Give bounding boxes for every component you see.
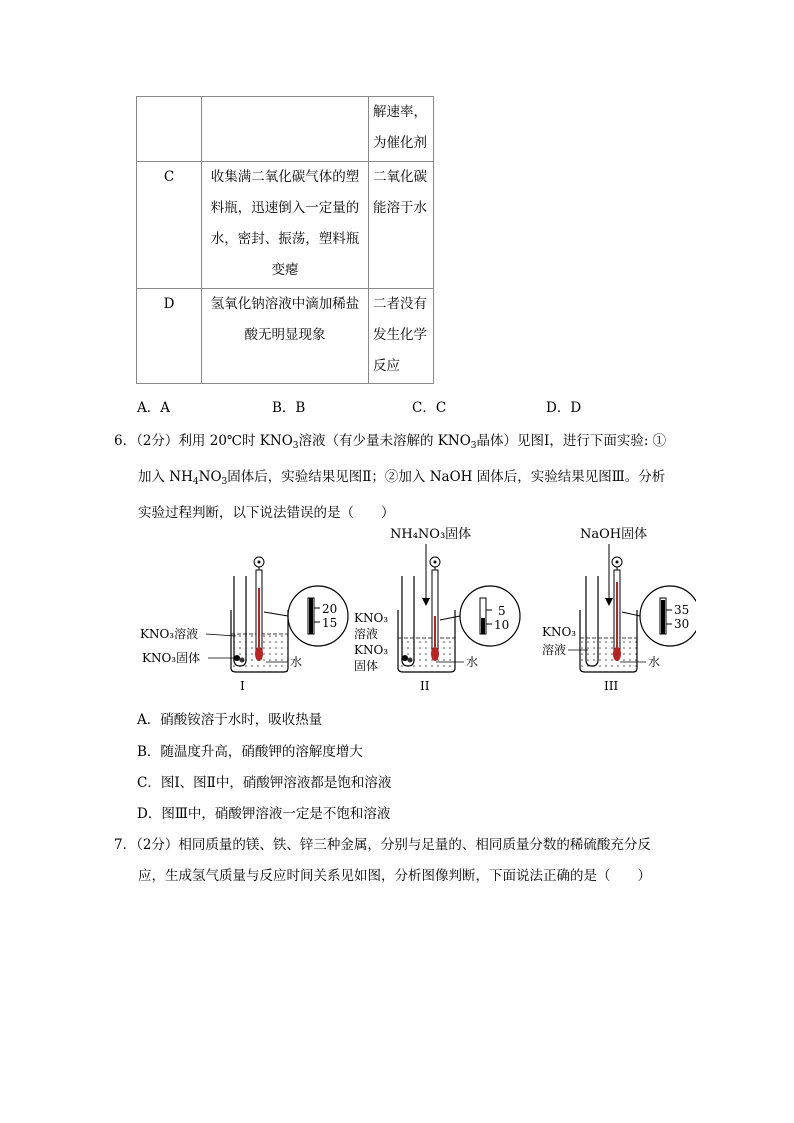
water-label: 水 [648, 655, 661, 669]
scale-bottom: 30 [674, 617, 690, 631]
q6-option-b: B．随温度升高，硝酸钾的溶解度增大 [137, 744, 363, 760]
figure-label: II [420, 679, 430, 693]
table-cell-conclusion: 解速率，为催化剂 [369, 97, 434, 162]
stem-text: 7．（2分）相同质量的镁、铁、锌三种金属，分别与足量的、相同质量分数的稀硫酸充分反 [114, 837, 651, 853]
solution-label: KNO₃溶液 [140, 627, 199, 641]
question-number: 6． [114, 433, 137, 449]
q6-option-c: C．图Ⅰ、图Ⅱ中，硝酸钾溶液都是饱和溶液 [137, 775, 392, 791]
added-label: NaOH固体 [580, 527, 648, 542]
option-c: C．C [412, 400, 447, 416]
figure-2 [354, 526, 520, 693]
solution-label: KNO₃ [542, 625, 577, 639]
stem-text: 应，生成氢气质量与反应时间关系见如图，分析图像判断，下面说法正确的是（ ） [138, 868, 651, 884]
experiment-figure [136, 520, 696, 700]
table-cell-operation [202, 97, 369, 162]
magnifier-circle [288, 586, 348, 646]
experiment-table [136, 96, 434, 384]
figure-3 [542, 526, 696, 693]
question-score: （2分） [136, 433, 179, 449]
q6-option-d: D．图Ⅲ中，硝酸钾溶液一定是不饱和溶液 [137, 806, 391, 822]
table-cell-option [137, 97, 202, 162]
figure-1 [140, 557, 348, 693]
subscript: 3 [221, 477, 228, 487]
option-d: D．D [546, 400, 582, 416]
stem-text: 利用 20℃时 KNO [178, 433, 293, 449]
option-b: B．B [272, 400, 306, 416]
option-a: A．A [137, 400, 170, 416]
solid-label: KNO₃固体 [142, 651, 201, 665]
subscript: 3 [292, 441, 299, 451]
arrow-down-icon [422, 598, 430, 606]
scale-top: 20 [322, 602, 338, 616]
table-row [137, 97, 434, 162]
scale-top: 5 [498, 604, 506, 618]
stem-text: 晶体）见图Ⅰ，进行下面实验: ① [476, 433, 667, 449]
solution-label: 溶液 [542, 643, 567, 657]
arrow-down-icon [605, 598, 613, 606]
water-label: 水 [466, 655, 479, 669]
table-cell-conclusion: 二氧化碳能溶于水 [369, 162, 434, 289]
table-cell-operation: 收集满二氧化碳气体的塑料瓶，迅速倒入一定量的水，密封、振荡，塑料瓶变瘪 [202, 162, 369, 289]
magnifier-circle [460, 586, 520, 646]
stem-text: NO [198, 469, 222, 485]
solution-label: 溶液 [354, 627, 379, 641]
stem-text: 固体后，实验结果见图Ⅱ；②加入 NaOH 固体后，实验结果见图Ⅲ。分析 [227, 469, 666, 485]
scale-bottom: 15 [322, 616, 338, 630]
solution-label: KNO₃ [354, 611, 389, 625]
scale-bottom: 10 [494, 618, 510, 632]
q6-stem [114, 426, 674, 529]
stem-text: 加入 NH [138, 469, 193, 485]
added-label: NH₄NO₃固体 [390, 527, 472, 542]
table-cell-operation: 氢氧化钠溶液中滴加稀盐酸无明显现象 [202, 289, 369, 384]
stem-text: 溶液（有少量未溶解的 KNO [298, 433, 471, 449]
subscript: 4 [192, 477, 199, 487]
subscript: 3 [470, 441, 477, 451]
stem-text: 实验过程判断，以下说法错误的是（ ） [138, 505, 395, 521]
figure-label: III [604, 679, 619, 693]
figure-label: I [240, 679, 245, 693]
table-cell-option: D [137, 289, 202, 384]
table-row [137, 289, 434, 384]
solid-label: 固体 [354, 659, 379, 673]
q7-stem [114, 830, 651, 892]
q6-option-a: A．硝酸铵溶于水时，吸收热量 [137, 712, 323, 728]
scale-top: 35 [674, 603, 690, 617]
table-cell-conclusion: 二者没有发生化学反应 [369, 289, 434, 384]
table-cell-option: C [137, 162, 202, 289]
thermometer-bulb [255, 647, 263, 661]
water-label: 水 [290, 655, 303, 669]
solid-label: KNO₃ [354, 643, 389, 657]
table-row [137, 162, 434, 289]
